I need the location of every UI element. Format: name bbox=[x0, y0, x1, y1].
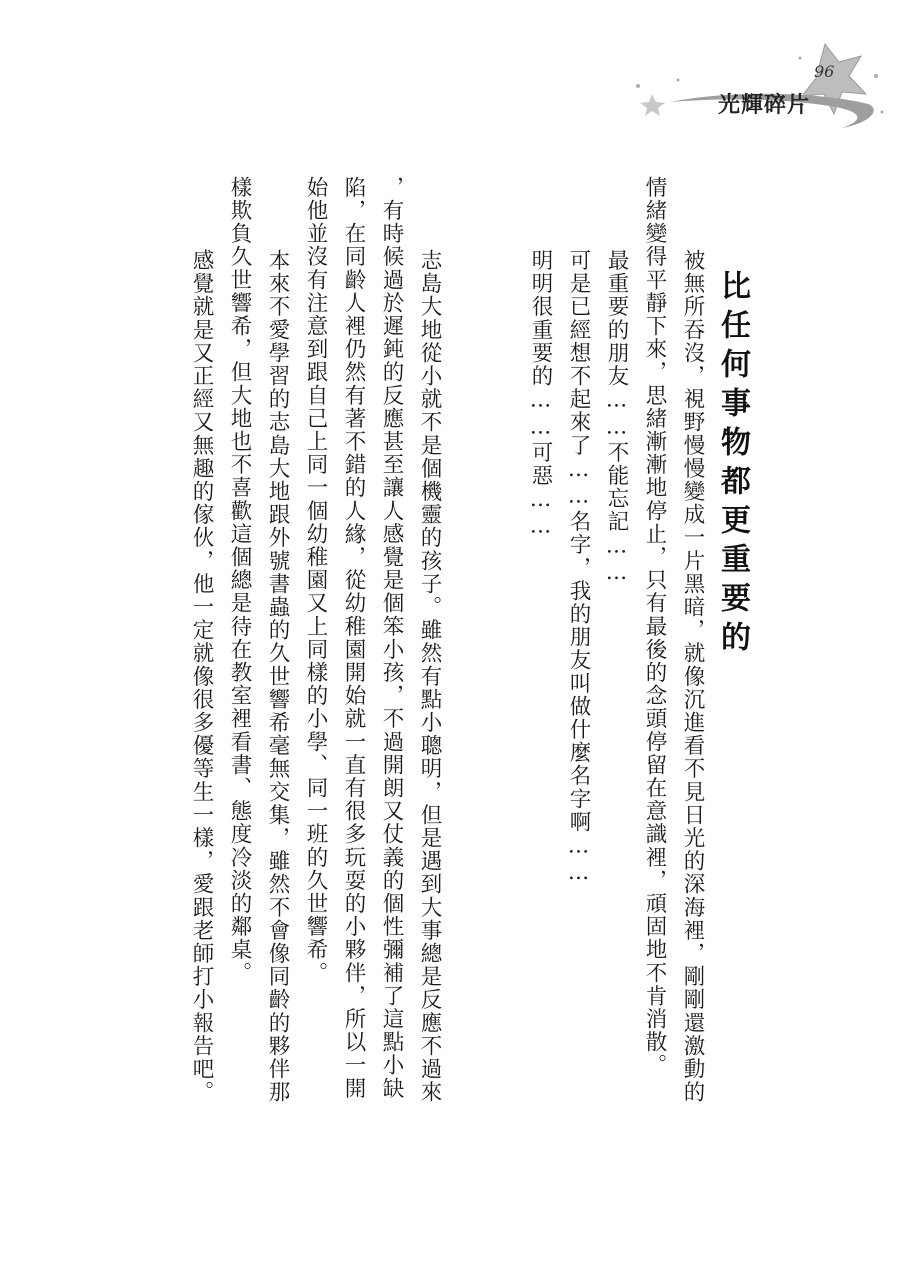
paragraph-column: 最重要的朋友……不能忘記…… bbox=[604, 226, 629, 587]
paragraph-column: 志島大地從小就不是個機靈的孩子。雖然有點小聰明，但是遇到大事總是反應不過來 bbox=[417, 226, 442, 1104]
paragraph-column: 感覺就是又正經又無趣的傢伙，他一定就像很多優等生一樣，愛跟老師打小報告吧。 bbox=[189, 226, 214, 1104]
chapter-title: 比任何事物都更重要的 bbox=[715, 270, 750, 660]
paragraph-column: ，有時候過於遲鈍的反應甚至讓人感覺是個笨小孩，不過開朗又仗義的個性彌補了這點小缺 bbox=[379, 176, 404, 1100]
paragraph-column: 樣欺負久世響希，但大地也不喜歡這個總是待在教室裡看書、態度冷淡的鄰桌。 bbox=[227, 176, 252, 985]
paragraph-column: 始他並沒有注意到跟自己上同一個幼稚園又上同樣的小學、同一班的久世響希。 bbox=[303, 176, 328, 985]
paragraph-column: 陷，在同齡人裡仍然有著不錯的人緣，從幼稚園開始就一直有很多玩耍的小夥伴，所以一開 bbox=[341, 176, 366, 1100]
paragraph-column: 明明很重要的……可惡…… bbox=[528, 226, 553, 541]
series-title: 光輝碎片 bbox=[718, 93, 811, 118]
paragraph-column: 可是已經想不起來了……名字，我的朋友叫做什麼名字啊…… bbox=[566, 226, 591, 887]
page-number: 96 bbox=[814, 62, 835, 81]
paragraph-column: 被無所吞沒，視野慢慢變成一片黑暗，就像沉進看不見日光的深海裡，剛剛還激動的 bbox=[680, 226, 705, 1104]
page-header bbox=[630, 36, 890, 146]
paragraph-column: 本來不愛學習的志島大地跟外號書蟲的久世響希毫無交集，雖然不會像同齡的夥伴那 bbox=[265, 226, 290, 1104]
paragraph-column: 情緒變得平靜下來，思緒漸漸地停止，只有最後的念頭停留在意識裡，頑固地不肯消散。 bbox=[642, 176, 667, 1077]
small-star-icon bbox=[640, 94, 665, 116]
